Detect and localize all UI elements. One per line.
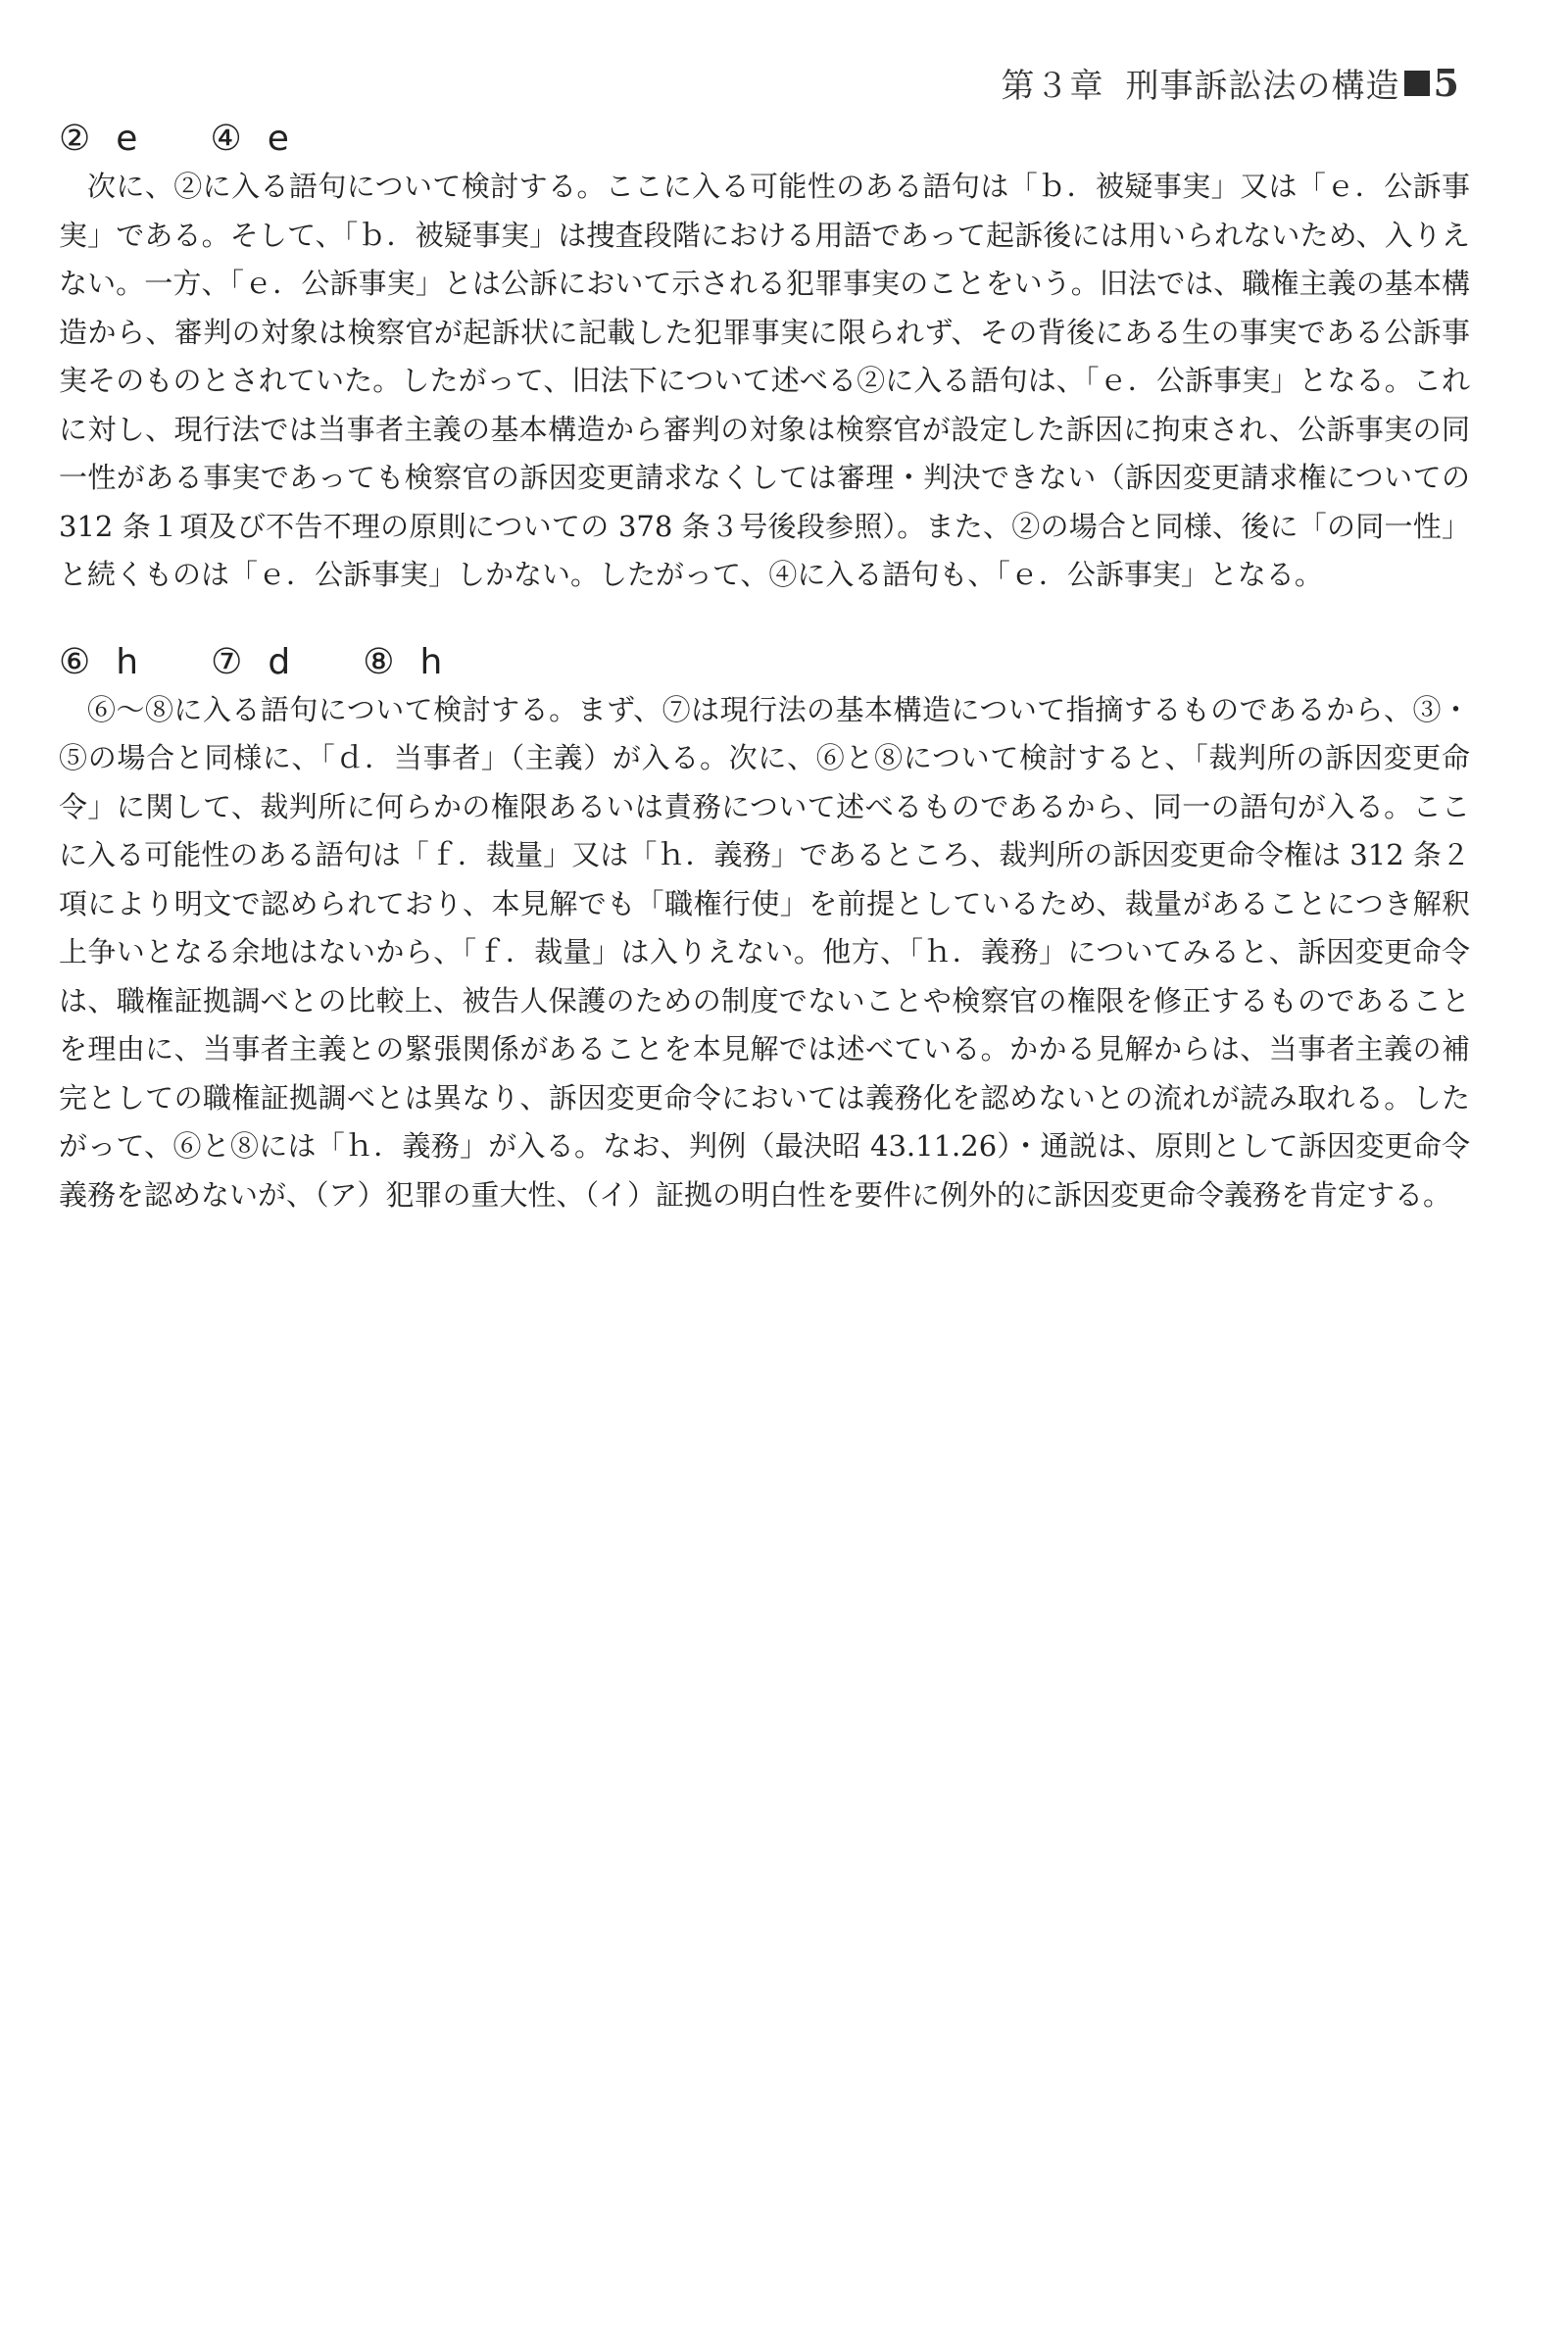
running-header <box>1002 59 1460 107</box>
blank-number: ⑧ <box>363 641 395 682</box>
page-number: 5 <box>1433 61 1460 105</box>
page-body <box>59 116 1470 1259</box>
answer-line <box>59 116 1470 163</box>
answer-pair <box>363 639 442 686</box>
answer-letter: d <box>268 641 291 682</box>
blank-number: ④ <box>210 119 242 159</box>
answer-pair <box>211 639 290 686</box>
answer-pair <box>210 116 288 163</box>
answer-letter: e <box>267 119 289 159</box>
answer-letter: h <box>116 641 139 682</box>
blank-number: ② <box>59 119 91 159</box>
blank-number: ⑥ <box>59 641 91 682</box>
answer-section-2 <box>59 639 1470 1220</box>
answer-pair <box>59 116 137 163</box>
blank-number: ⑦ <box>211 641 243 682</box>
explanation-paragraph: ⑥〜⑧に入る語句について検討する。まず、⑦は現行法の基本構造について指摘するものであるから、③・⑤の場合と同様に、「ｄ．当事者」（主義）が入る。次に、⑥と⑧について検討すると、「裁判所の訴因変更命令」に関して、裁判所に何らかの権限あるいは責務について述べるものであるから、同一の語句が入る。ここに入る可能性のある語句は「ｆ．裁量」又は「ｈ．義務」であるところ、裁判所の訴因変更命令権は 312 条２項により明文で認められており、本見解でも「職権行使」を前提としているため、裁量があることにつき解釈上争いとなる余地はないから、「ｆ．裁量」は入りえない。他方、「ｈ．義務」についてみると、訴因変更命令は、職権証拠調べとの比較上、被告人保護のための制度でないことや検察官の権限を修正するものであることを理由に、当事者主義との緊張関係があることを本見解では述べている。かかる見解からは、当事者主義の補完としての職権証拠調べとは異なり、訴因変更命令においては義務化を認めないとの流れが読み取れる。したがって、⑥と⑧には「ｈ．義務」が入る。なお、判例（最決昭 43.11.26）・通説は、原則として訴因変更命令義務を認めないが、（ア）犯罪の重大性、（イ）証拠の明白性を要件に例外的に訴因変更命令義務を肯定する。 <box>59 692 1470 1212</box>
chapter-title: 刑事訴訟法の構造 <box>1125 67 1400 106</box>
answer-pair <box>59 639 138 686</box>
answer-line <box>59 639 1470 686</box>
chapter-label: 第３章 <box>1001 67 1104 106</box>
answer-section-1 <box>59 116 1470 600</box>
answer-letter: h <box>419 641 443 682</box>
square-bullet-icon <box>1404 71 1430 96</box>
answer-letter: e <box>116 119 138 159</box>
explanation-paragraph: 次に、②に入る語句について検討する。ここに入る可能性のある語句は「ｂ．被疑事実」又は「ｅ．公訴事実」である。そして、「ｂ．被疑事実」は捜査段階における用語であって起訴後には用いられないため、入りえない。一方、「ｅ．公訴事実」とは公訴において示される犯罪事実のことをいう。旧法では、職権主義の基本構造から、審判の対象は検察官が起訴状に記載した犯罪事実に限られず、その背後にある生の事実である公訴事実そのものとされていた。したがって、旧法下について述べる②に入る語句は、「ｅ．公訴事実」となる。これに対し、現行法では当事者主義の基本構造から審判の対象は検察官が設定した訴因に拘束され、公訴事実の同一性がある事実であっても検察官の訴因変更請求なくしては審理・判決できない（訴因変更請求権についての 312 条１項及び不告不理の原則についての 378 条３号後段参照）。また、②の場合と同様、後に「の同一性」と続くものは「ｅ．公訴事実」しかない。したがって、④に入る語句も、「ｅ．公訴事実」となる。 <box>59 170 1470 591</box>
